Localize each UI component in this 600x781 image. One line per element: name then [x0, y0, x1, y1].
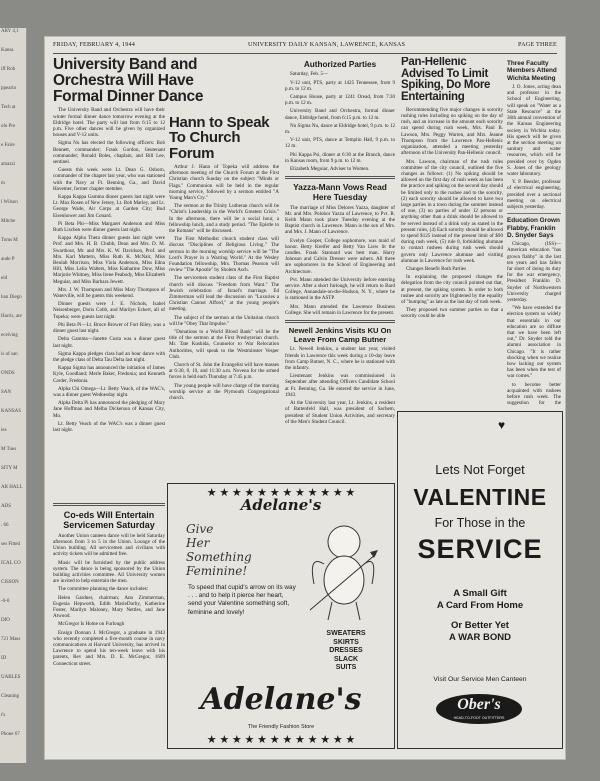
paragraph: University Band and Orchestra, formal dinner dance, Eldridge hotel, from 6:15 p.m. to 12 m. — [285, 108, 395, 121]
edge-fragment: ONDS — [1, 371, 15, 376]
edge-fragment: ARY 4,1 — [1, 29, 19, 34]
obers-logo-tag: HEAD-TO-FOOT OUTFITTERS — [453, 716, 505, 720]
adelanes-brand-top: Adelane's — [240, 496, 322, 514]
star-border-top: ★ ★ ★ ★ ★ ★ ★ ★ ★ ★ ★ ★ — [206, 487, 356, 499]
edge-fragment: Harris, ate — [1, 314, 22, 319]
obers-valentine: VALENTINE — [413, 484, 547, 510]
paragraph: In explaining the proposed changes the delegation from the city council pointed out that, at present, the spiking system. In order to both rushee and sorority are frightened by the equality of "bumping" as late as the last day of rush week. — [401, 274, 503, 305]
column-pan-hellenic — [401, 57, 503, 407]
edge-fragment: e Faire — [1, 143, 15, 148]
paragraph: Alpha Chi Omega—Lt. Betty Veach, of the WAC's, was a dinner guest Wednesday night. — [53, 385, 165, 398]
paragraph: V-12 unit, PTS, dance at Templin Hall, 9 p.m. to 12 m. — [285, 137, 395, 150]
newspaper-page — [44, 36, 566, 760]
faculty-article — [507, 84, 561, 210]
obers-service: SERVICE — [417, 534, 543, 564]
paragraph: to become better acquainted with rushees before rush week. The suggestion for the — [507, 381, 561, 407]
paragraph: Mrs. Lawson, chairman of the rush rules committee of the city council, outlined the five changes as follows: (1) No spiking should be allowed on the first day of rush week as has been the practice and spiking on the second day should be limited only to the rushee and to the sorority, (2) each sorority should be allowed to have two large parties in a town during the summer instead of one, (3) no parties of under 12 persons or anything other than a drink should be allowed to be served instead of a drink only as stated in the present rules, (4) Each sorority should be allowed to spend $125 instead of the present limit of $90 during rush week, (5) rule 8, forbidding alumnae to contact rushees during rush week should govern only Lawrence alumnae and visiting alumnae in Lawrence for rush week. — [401, 158, 503, 264]
paragraph: Pvt. Mann attended the University before entering service. After a short furlough, he will return to Bard College, Annandale-on-the-Hudson, N. Y., where he is stationed in the ASTP. — [285, 276, 395, 302]
folio-masthead: UNIVERSITY DAILY KANSAN, LAWRENCE, KANSAS — [247, 41, 406, 48]
education-article — [507, 241, 561, 407]
column-coeds — [53, 499, 165, 757]
paragraph: Delta Gamma—Janette Costa was a dinner guest last night. — [53, 336, 165, 349]
paragraph: The subject of the sermon at the Unitarian church will be "Obey That Impulse." — [169, 314, 279, 327]
church-forum-article — [169, 164, 279, 401]
headline-education: Education Grown Flabby, Franklin D. Snyder Says — [507, 217, 560, 239]
adelanes-script-line: Feminine! — [186, 564, 248, 578]
adelanes-script-line: Something — [186, 550, 252, 564]
obers-gift-1: A Small Gift — [453, 588, 507, 599]
paragraph: Recommending five major changes in sorority rushing rules including no spiking on the day of rush, and an increase in the amount each sorority can spend during rush week, Mrs. Paul B. Lawson, Mrs. Peggy Warren, and Mrs. Jeanne Thompson from the Lawrence Pan-Hellenic organization, attended a meeting yesterday afternoon of the University Pan-Hellenic council. — [401, 106, 503, 157]
paragraph: Kappa Alpha Theta dinner guests last night were Prof. and Mrs. H. B. Chubb, Dean and Mrs. D. M. Swarthout, Mr. and Mrs. K. W. Davidson, Prof. and Mrs. Karl Mattern, Miss Ruth K. McNair, Miss Beulah Morrison, Miss Viola Anderson, Miss Edna Hill, Miss Lelia Walters, Miss Katharine Dow, Miss Marjorie Whitney, Miss Irene Peabody, Miss Elizabeth Meguiar, and Miss Barbara Jewett. — [53, 235, 165, 285]
edge-fragment: aude P — [1, 257, 15, 262]
paragraph: Lt. Newell Jenkins, a student last year, visited friends in Lawrence this week during a 10-day leave from Camp Butner, N. C., where he is stationed with the infantry. — [285, 346, 395, 372]
paragraph: Kappa Kappa Gamma dinner guests last night were Lt. Max Rosen of New Jersey, Lt. Bob Marley, and Lt. George Wade, Air Corps at Garden City; Bud Eisenhower and Jim Conard. — [53, 194, 165, 219]
paragraph: The servicemen student class of the First Baptist church will discuss "Freedom from Want." The Jewish celebration of Israel's marriage. Ed Zimmerman will lead the discussion on "Luxuries a Christian Cannot Afford," at the young people's meeting. — [169, 275, 279, 313]
edge-fragment: SAN — [1, 390, 12, 395]
paragraph: The young people will have charge of the morning worship service at the Plymouth Congregational church. — [169, 382, 279, 401]
headline-faculty: Three Faculty Members Attend Wichita Meeting — [507, 60, 557, 82]
cupid-illustration — [306, 514, 380, 624]
headline-authorized-parties: Authorized Parties — [303, 60, 377, 69]
headline-newell-jenkins: Newell Jenkins Visits KU On Leave From Camp Butner — [288, 326, 392, 344]
page-folio — [53, 41, 557, 54]
edge-fragment: olo Pre — [1, 124, 16, 129]
adelanes-item: SLACK — [333, 655, 359, 663]
adelanes-item: DRESSES — [329, 647, 363, 655]
edge-fragment: KANSAS — [1, 409, 22, 414]
star-border-bottom: ★ ★ ★ ★ ★ ★ ★ ★ ★ ★ ★ ★ — [206, 734, 356, 746]
pan-hellenic-article — [401, 107, 503, 320]
paragraph: The First Methodist church student class will discuss "Disciplines of Religious Living." The sermon in the morning worship service will be "The Lord's Prayer in a Warring World." At the Wesley Foundation fellowship, Mrs. Thomas Pearson will review "The Apostle" by Sholem Asch. — [169, 236, 279, 274]
obers-gift-2: A Card From Home — [436, 600, 524, 611]
paragraph: "Donations to a World Blood Bank" will be the title of the sermon at the First Presbyterian church. Mr. Tate Kushida, Counselor to War Relocation Authorities, will speak to the Westminster Vesper Club. — [169, 328, 279, 360]
edge-fragment: Cleaning — [1, 694, 20, 699]
column-church-forum — [169, 115, 279, 485]
adelanes-item: SWEATERS — [326, 630, 366, 637]
edge-fragment: m — [1, 181, 5, 186]
edge-fragment: Tech at — [1, 105, 16, 110]
edge-fragment: AR HALL — [1, 485, 23, 490]
edge-fragment: eld — [1, 276, 8, 281]
edge-fragment: eceiving — [1, 333, 18, 338]
paragraph: The University Band and Orchestra will have their winter formal dinner dance tomorrow evening at the Eldridge hotel. The party will last from 6:15 to 12 p.m. Five other dances will be given by organized houses and V-12 units. — [53, 107, 165, 139]
paragraph: Nu Sigma Nu, dance at Eldridge hotel, 9 p.m. to 12 m. — [285, 122, 395, 136]
paragraph: Church of St. John the Evangelist will have masses at 6:30, 8, 10, and 11:30 a.m. Novena for the armed forces is held each Thursday at 7:45 p.m. — [169, 361, 279, 381]
edge-fragment: -0-0 — [1, 599, 10, 604]
paragraph: Elizabeth Meguiar, Adviser to Women. — [290, 166, 370, 173]
edge-fragment: t's — [1, 713, 6, 718]
obers-logo — [436, 694, 522, 724]
paragraph: V-12 unit, PTS, party at 1425 Tennessee, from 9 p.m. to 12 m. — [285, 79, 395, 92]
edge-fragment: is of san — [1, 352, 18, 357]
adelanes-copy: To speed that cupid's arrow on its way . . . and to help it pierce her heart, send your Valentine something soft, feminine and lovely! — [188, 584, 296, 616]
paragraph: Lt. Betty Veach of the WAC's was a dinner guest last night. — [53, 420, 165, 433]
headline-coeds: Co-eds Will Entertain Servicemen Saturday — [63, 510, 155, 531]
paragraph: Mrs. J. W. Thompson and Miss Mary Thompson of Waterville, will be guests this weekend. — [53, 286, 165, 300]
paragraph: They proposed two summer parties so that a sorority could be able — [401, 307, 503, 320]
edge-fragment: l Wilson — [1, 200, 18, 205]
parties-list — [285, 71, 395, 172]
paragraph: Music will be furnished by the public address system. The dance is being sponsored by the Union building activities committee. All University women are invited to help entertain the men. — [53, 559, 165, 585]
column-faculty — [507, 57, 561, 407]
paragraph: Chicago, (ISS)—American education "has grown flabby" in the last ten years and has fallen far short of doing its duty for the war emergency, President Franklin D. Snyder of Northwestern University charged yesterday. — [507, 241, 561, 304]
paragraph: Lieutenant Jenkins was commissioned in September after attending Officers Candidate School at Ft. Benning, Ga. He entered the service in June, 1943. — [285, 373, 395, 398]
column-parties — [285, 57, 395, 477]
edge-fragment: UABLES — [1, 675, 21, 680]
society-article — [53, 107, 165, 435]
edge-fragment: ies — [1, 428, 7, 433]
edge-fragment: iff Rob — [1, 67, 16, 72]
edge-fragment: M Tues — [1, 447, 17, 452]
wedding-article — [285, 205, 395, 316]
paragraph: Pi Beta Phi—Miss Margaret Anderson and Miss Ruth Lischen were dinner guests last night. — [53, 220, 165, 234]
paragraph: Evelyn Cooper, College sophomore, was maid of honor. Betty Kreifer and Betty Van Liew lit the candles. Frank Stannard was best man. Harry Johnson and Calvin Dresser were ushers. All three are sophomores in the School of Engineering and Architecture. — [285, 237, 395, 275]
paragraph: McGregor Is Home on Furlough — [58, 621, 125, 628]
headline-church-forum: Hann to Speak To Church Forum — [169, 115, 270, 162]
obers-gift-4: A WAR BOND — [449, 632, 511, 643]
paragraph: Dinner guests were J. E. Nichols, Isabel Neisenberger, Doris Cobb, and Marilyn Eckert, all of Topeka; were guests last night. — [53, 301, 165, 320]
coeds-article — [53, 533, 165, 667]
edge-fragment: CISSON — [1, 580, 19, 585]
edge-fragment: Toms M — [1, 238, 18, 243]
paragraph: Sigma Kappa pledges class had an hour dance with the pledge class of Delta Tau Delta last night. — [53, 350, 165, 363]
adelanes-tagline: The Friendly Fashion Store — [247, 724, 315, 730]
edge-fragment: ppearin — [1, 86, 16, 91]
adelanes-advertisement — [167, 483, 395, 749]
paragraph: Sigma Nu has elected the following officers: Bob Bennett, commander; Frank Gordon, lieutenant commander; Ronald Boles, chaplain, and Bill Lee, sentinel. — [53, 140, 165, 166]
paragraph: Guests this week were Lt. Dean G. Osborn, commander of the chapter last year, who was stationed with the Navy at Ft. Benning, Ga., and David Havemer, former chapter member. — [53, 167, 165, 192]
edge-fragment: ADS — [1, 504, 12, 509]
cupid-icon: ♥ — [498, 418, 506, 432]
edge-fragment: DIO — [1, 618, 10, 623]
headline-pan-hellenic: Pan-Hellenic Advised To Limit Spiking, Do More Entertaining — [401, 57, 491, 104]
adjacent-page-edge — [0, 28, 27, 763]
paragraph: Y. P. Beezler, professor of electrical engineering, presided over a sectional meeting on electrical subjects yesterday. — [507, 179, 561, 210]
edge-fragment: . 66 — [1, 523, 9, 528]
edge-fragment: Kansa — [1, 48, 14, 53]
edge-fragment: Phone 67 — [1, 732, 20, 737]
paragraph: Another Union canteen dance will be held Saturday afternoon from 3 to 5 in the Union. Lounge of the Union building. All servicemen and civilians with activity tickets will be admitted free. — [53, 532, 165, 558]
paragraph: Phi Beta Pi—Lt. Bruce Brower of Fort Riley, was a dinner guest last night. — [53, 321, 165, 335]
paragraph: At the University last year, Lt. Jenkins, a resident of Battenfeld Hall, was president of Sachem, president of Student Union Activities, and secretary of the Men's Student Council. — [285, 400, 395, 425]
paragraph: Campus House, party at 1241 Oread, from 7:30 p.m. to 12 m. — [285, 94, 395, 107]
edge-fragment: ses Fitted — [1, 542, 21, 547]
adelanes-item: SUITS — [335, 664, 357, 672]
paragraph: Alpha Delta Pi has announced the pledging of Mary Jane Hoffman and Melba Dickerson of Kansas City, Mo. — [53, 400, 165, 419]
edge-fragment: Mitche — [1, 219, 16, 224]
paragraph: Mrs. Mann attended the Lawrence Business College. She will remain in Lawrence for the present. — [285, 303, 395, 316]
adelanes-script-headline — [186, 522, 296, 578]
paragraph: Ensign Donnan J. McGregor, a graduate in 1943 who recently completed a five-month course in navy communications at Harvard University, has arrived in Lawrence to spend his ten-week leave with his parents, Rev and Mrs. D. E. McGregor, 1609 Connecticut street. — [53, 629, 165, 667]
edge-fragment: SITY M — [1, 466, 18, 471]
folio-date: FRIDAY, FEBRUARY 4, 1944 — [53, 41, 136, 48]
obers-gift — [398, 588, 562, 644]
paragraph: Saturday, Feb. 5— — [290, 71, 329, 78]
edge-fragment: han Diego — [1, 295, 22, 300]
edge-fragment: amazzi — [1, 162, 16, 167]
obers-line1: Lets Not Forget — [435, 462, 525, 477]
adelanes-items — [306, 630, 386, 673]
paragraph: The marriage of Miss Delores Yazza, daughter of Mr. and Mrs. Polobor Yazza of Lawrence, to Pvt. R. Keith Mann took place Tuesday evening at the Baptist church in Lawrence. Mann is the son of Mrs. and Mrs. J. Mann of Lawrence. — [285, 204, 395, 236]
adelanes-item: SKIRTS — [333, 638, 359, 646]
paragraph: Changes Benefit Both Parties — [406, 265, 467, 272]
obers-visit: Visit Our Service Men Canteen — [433, 676, 527, 683]
obers-gift-3: Or Better Yet — [451, 620, 509, 631]
headline-yazza-mann: Yazza-Mann Vows Read Here Tuesday — [293, 182, 387, 202]
edge-fragment: ID — [1, 656, 7, 661]
paragraph: Phi Kappa Psi, dinner at 6:30 at the Branch, dance in Kansas room, from 9 p.m. to 12 m. — [285, 151, 395, 164]
obers-advertisement — [397, 411, 563, 749]
adelanes-script-line: Her — [186, 536, 210, 550]
edge-fragment: ICAL CO — [1, 561, 21, 566]
adelanes-script-line: Give — [186, 522, 214, 536]
adelanes-brand-bottom: Adelane's — [200, 682, 362, 717]
paragraph: J. O. Jones, acting dean and professor in the School of Engineering, will speak on "Water as a State Resource" at the 36th annual convention of the Kansas Engineering society in Wichita today. His speech will be given at the section meeting on sanitary and water resources, which will be presided over by Ogden S. Jones of the geology water laboratory. — [507, 84, 561, 177]
paragraph: The committee planning the dance includes: — [58, 586, 149, 593]
jenkins-article — [285, 346, 395, 424]
obers-line3: For Those in the — [434, 516, 526, 530]
paragraph: The sermon at the Trinity Lutheran church will be "Christ's Leadership in the World's Greatest Crisis." In the afternoon, there will be a social hour, a fellowship lunch, and a study period. "The Epistle to the Romans" will be discussed. — [169, 203, 279, 234]
paragraph: Helen Gardner, chairman; Ann Zimmerman, Eugenia Hepworth, Edith MarieDurby, Katherine Foster, Marilyn Maloney, Mary Nettles, and Jane Atwood. — [53, 594, 165, 620]
obers-logo-text: Ober's — [457, 696, 501, 713]
edge-fragment: 721 Mass — [1, 637, 21, 642]
paragraph: Kappa Sigma has announced the initiation of James Kyle, Goodland; Merle Baker, Fredonia; and Kenneth Carder, Fredonia. — [53, 365, 165, 384]
paragraph: "We have extended the election system so widely that essentials in our education are so diffuse that we have been left out," Dr. Snyder told the alumni association in Chicago. "It is rather shocking when we realize how lacking our system has been when the test of war comes." — [507, 305, 561, 380]
folio-page-number: PAGE THREE — [518, 41, 557, 48]
headline-band-dance: University Band and Orchestra Will Have Formal Dinner Dance — [53, 57, 204, 105]
paragraph: Arthur J. Hann of Topeka will address the afternoon meeting of the Church Forum at the First Christian church Sunday on the subject "Minds or Flags." Communion will be held in the regular morning service, followed by a sermon entitled "A Young Man's Cry." — [169, 163, 279, 201]
